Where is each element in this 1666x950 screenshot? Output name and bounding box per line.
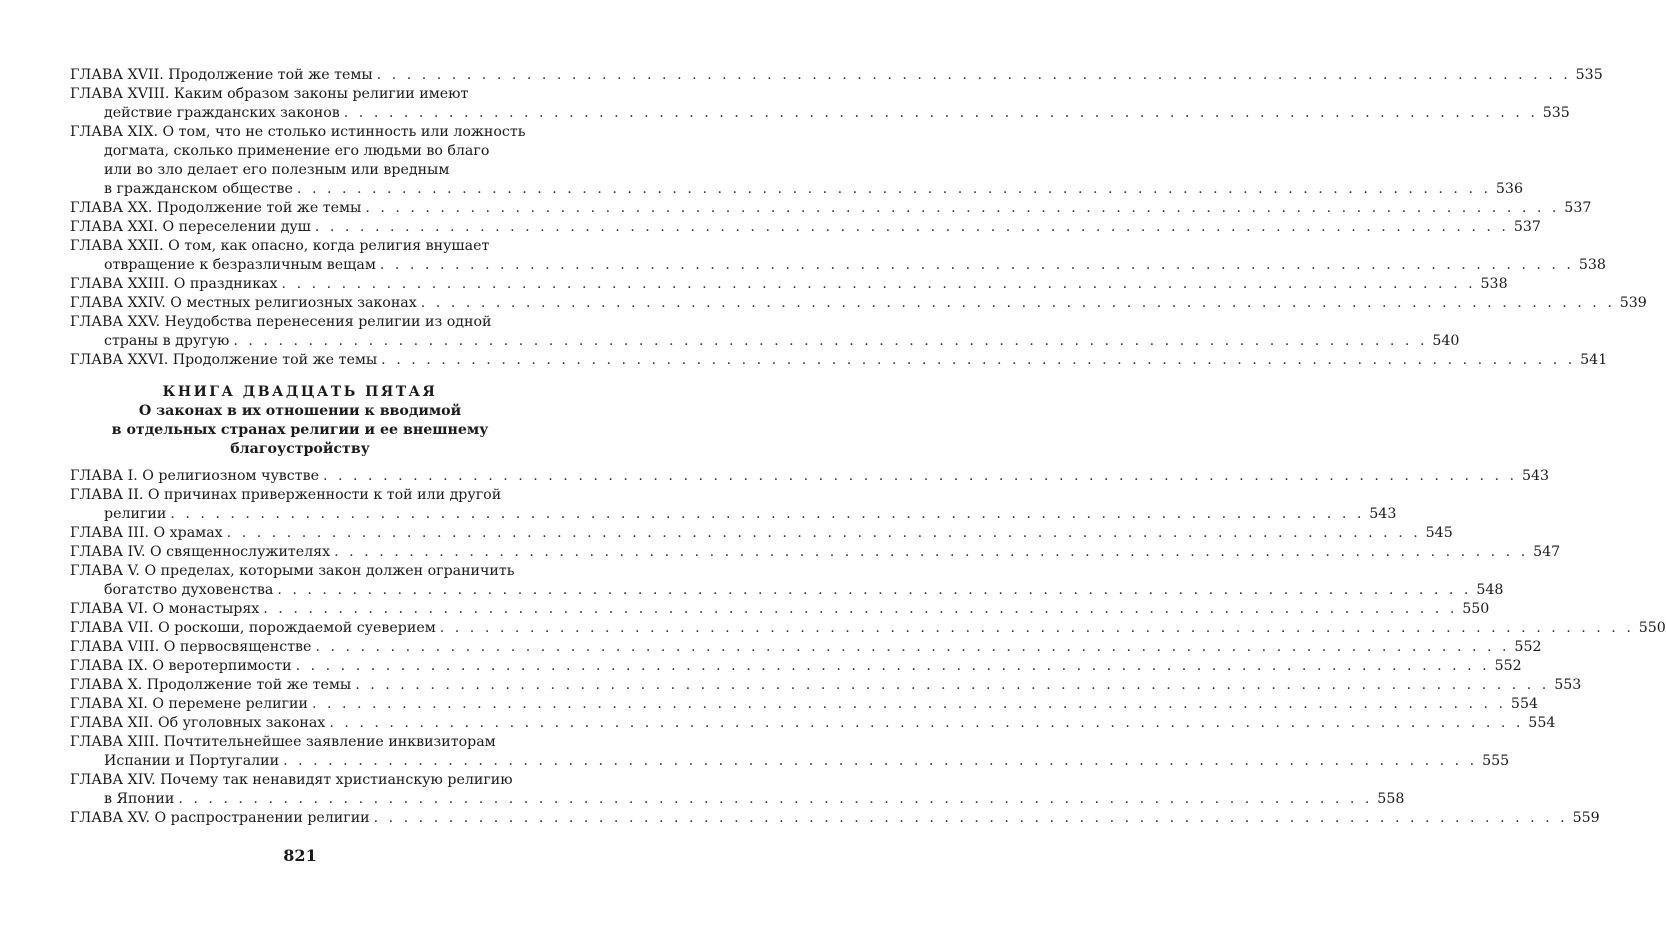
toc-entry-page: 536 <box>1495 181 1523 197</box>
toc-entry <box>70 714 1556 733</box>
toc-entry <box>70 771 1405 809</box>
toc-entry-final-line <box>70 524 1453 543</box>
toc-entry-line: ГЛАВА II. О причинах приверженности к той или другой <box>70 487 502 503</box>
book-subtitle <box>60 402 540 459</box>
toc-entry <box>70 524 1453 543</box>
toc-entry-final-line <box>70 275 1508 294</box>
toc-entry <box>70 809 1600 828</box>
toc-entry <box>70 199 1592 218</box>
toc-entry-title: ГЛАВА VI. О монастырях <box>70 601 260 617</box>
toc-section-1 <box>70 66 1647 370</box>
toc-entry-page: 535 <box>1542 105 1570 121</box>
dot-leader <box>365 199 1559 218</box>
toc-entry <box>70 676 1582 695</box>
dot-leader <box>374 809 1568 828</box>
toc-entry-title: религии <box>104 506 167 522</box>
toc-entry-page: 555 <box>1482 753 1510 769</box>
book-subtitle-line: в отдельных странах религии и ее внешнему <box>111 422 489 438</box>
toc-entry-page: 554 <box>1528 715 1556 731</box>
toc-entry-title: ГЛАВА III. О храмах <box>70 525 223 541</box>
toc-entry-page: 559 <box>1572 810 1600 826</box>
toc-entry <box>70 600 1490 619</box>
dot-leader <box>440 619 1634 638</box>
toc-entry-page: 558 <box>1377 791 1405 807</box>
dot-leader <box>381 351 1575 370</box>
toc-entry-final-line <box>70 581 1504 600</box>
toc-entry-title: действие гражданских законов <box>104 105 340 121</box>
toc-entry-title: ГЛАВА XXIII. О праздниках <box>70 276 278 292</box>
dot-leader <box>263 600 1457 619</box>
toc-entry-page: 554 <box>1510 696 1539 712</box>
toc-entry-line: ГЛАВА XVIII. Каким образом законы религии имеют <box>70 86 469 102</box>
toc-entry <box>70 695 1539 714</box>
toc-entry-page: 535 <box>1575 67 1603 83</box>
toc-entry-page: 538 <box>1480 276 1508 292</box>
toc-entry-title: отвращение к безразличным вещам <box>104 257 376 273</box>
toc-entry-line: ГЛАВА V. О пределах, которыми закон должен ограничить <box>70 563 515 579</box>
dot-leader <box>297 180 1491 199</box>
toc-entry <box>70 733 1510 771</box>
dot-leader <box>233 332 1427 351</box>
book-subtitle-line: О законах в их отношении к вводимой <box>138 403 462 419</box>
toc-entry-title: ГЛАВА XV. О распространении религии <box>70 810 370 826</box>
toc-entry-final-line <box>70 218 1541 237</box>
dot-leader <box>283 752 1477 771</box>
dot-leader <box>315 218 1509 237</box>
dot-leader <box>344 104 1538 123</box>
toc-entry-title: ГЛАВА X. Продолжение той же темы <box>70 677 352 693</box>
toc-entry-title: Испании и Португалии <box>104 753 280 769</box>
toc-entry-title: ГЛАВА VII. О роскоши, порождаемой суеверием <box>70 620 436 636</box>
toc-entry-page: 537 <box>1564 200 1592 216</box>
toc-entry-line: или во зло делает его полезным или вредным <box>104 162 450 178</box>
toc-entry-page: 543 <box>1521 468 1550 484</box>
toc-entry-page: 550 <box>1462 601 1490 617</box>
toc-entry-final-line <box>70 619 1666 638</box>
toc-section-2 <box>70 467 1666 828</box>
toc-entry-line: догмата, сколько применение его людьми во благо <box>104 143 490 159</box>
dot-leader <box>355 676 1549 695</box>
toc-entry-final-line <box>70 714 1556 733</box>
toc-entry-page: 552 <box>1514 639 1542 655</box>
dot-leader <box>329 714 1523 733</box>
toc-entry-page: 550 <box>1638 620 1666 636</box>
dot-leader <box>178 790 1372 809</box>
dot-leader <box>315 638 1509 657</box>
toc-entry <box>70 562 1504 600</box>
dot-leader <box>296 657 1490 676</box>
dot-leader <box>312 695 1506 714</box>
toc-entry-page: 540 <box>1432 333 1460 349</box>
toc-entry-final-line <box>70 256 1606 275</box>
toc-entry-line: ГЛАВА XIX. О том, что не столько истинность или ложность <box>70 124 526 140</box>
toc-entry <box>70 218 1541 237</box>
toc-entry-final-line <box>70 505 1397 524</box>
dot-leader <box>380 256 1574 275</box>
toc-entry-final-line <box>70 199 1592 218</box>
toc-entry-page: 538 <box>1578 257 1606 273</box>
dot-leader <box>277 581 1471 600</box>
toc-entry <box>70 467 1550 486</box>
toc-entry-title: ГЛАВА IV. О священнослужителях <box>70 544 331 560</box>
toc-entry-final-line <box>70 752 1510 771</box>
toc-entry-final-line <box>70 332 1460 351</box>
toc-entry-page: 545 <box>1425 525 1453 541</box>
toc-entry-final-line <box>70 638 1542 657</box>
toc-entry-final-line <box>70 351 1608 370</box>
toc-entry <box>70 85 1570 123</box>
dot-leader <box>282 275 1476 294</box>
toc-entry-final-line <box>70 600 1490 619</box>
dot-leader <box>170 505 1364 524</box>
book-subtitle-line: благоустройству <box>230 441 370 457</box>
toc-entry-final-line <box>70 676 1582 695</box>
toc-entry-final-line <box>70 543 1561 562</box>
toc-entry-line: ГЛАВА XIII. Почтительнейшее заявление инквизиторам <box>70 734 496 750</box>
toc-entry-title: ГЛАВА IX. О веротерпимости <box>70 658 292 674</box>
toc-entry-page: 543 <box>1369 506 1397 522</box>
toc-entry-title: ГЛАВА XII. Об уголовных законах <box>70 715 326 731</box>
toc-entry-final-line <box>70 104 1570 123</box>
toc-entry <box>70 237 1606 275</box>
toc-entry-page: 553 <box>1554 677 1582 693</box>
toc-entry <box>70 351 1608 370</box>
toc-entry <box>70 638 1542 657</box>
toc-entry-page: 539 <box>1619 295 1647 311</box>
toc-entry-line: ГЛАВА XIV. Почему так ненавидят христианскую религию <box>70 772 513 788</box>
toc-entry-page: 548 <box>1476 582 1504 598</box>
toc-entry <box>70 619 1666 638</box>
toc-entry <box>70 275 1508 294</box>
toc-entry-title: ГЛАВА XX. Продолжение той же темы <box>70 200 362 216</box>
toc-entry-final-line <box>70 790 1405 809</box>
toc-entry <box>70 486 1397 524</box>
toc-entry-page: 537 <box>1513 219 1541 235</box>
dot-leader <box>421 294 1615 313</box>
toc-entry-page: 541 <box>1580 352 1608 368</box>
dot-leader <box>323 467 1517 486</box>
toc-entry-title: страны в другую <box>104 333 230 349</box>
toc-entry-title: богатство духовенства <box>104 582 274 598</box>
dot-leader <box>377 66 1571 85</box>
toc-entry-title: в гражданском обществе <box>104 181 293 197</box>
toc-entry-final-line <box>70 695 1539 714</box>
toc-entry <box>70 543 1561 562</box>
toc-entry-final-line <box>70 467 1550 486</box>
toc-entry-title: ГЛАВА XXVI. Продолжение той же темы <box>70 352 378 368</box>
toc-entry-page: 552 <box>1494 658 1522 674</box>
toc-entry <box>70 313 1460 351</box>
toc-entry <box>70 66 1603 85</box>
dot-leader <box>227 524 1421 543</box>
toc-entry-title: ГЛАВА XI. О перемене религии <box>70 696 308 712</box>
toc-entry-title: ГЛАВА XXIV. О местных религиозных законах <box>70 295 417 311</box>
toc-entry <box>70 657 1522 676</box>
toc-entry-title: ГЛАВА VIII. О первосвященстве <box>70 639 312 655</box>
book-heading <box>60 382 540 459</box>
toc-entry-title: ГЛАВА XVII. Продолжение той же темы <box>70 67 373 83</box>
toc-entry-final-line <box>70 66 1603 85</box>
toc-entry <box>70 294 1647 313</box>
toc-entry-page: 547 <box>1533 544 1561 560</box>
toc-entry <box>70 123 1523 199</box>
dot-leader <box>334 543 1528 562</box>
toc-entry-final-line <box>70 294 1647 313</box>
toc-entry-title: в Японии <box>104 791 175 807</box>
toc-entry-final-line <box>70 180 1523 199</box>
book-title: КНИГА ДВАДЦАТЬ ПЯТАЯ <box>162 384 438 400</box>
toc-entry-title: ГЛАВА I. О религиозном чувстве <box>70 468 319 484</box>
toc-entry-final-line <box>70 809 1600 828</box>
toc-entry-final-line <box>70 657 1522 676</box>
toc-entry-line: ГЛАВА XXII. О том, как опасно, когда религия внушает <box>70 238 490 254</box>
toc-entry-title: ГЛАВА XXI. О переселении душ <box>70 219 311 235</box>
page-number: 821 <box>283 846 317 865</box>
toc-entry-line: ГЛАВА XXV. Неудобства перенесения религии из одной <box>70 314 492 330</box>
